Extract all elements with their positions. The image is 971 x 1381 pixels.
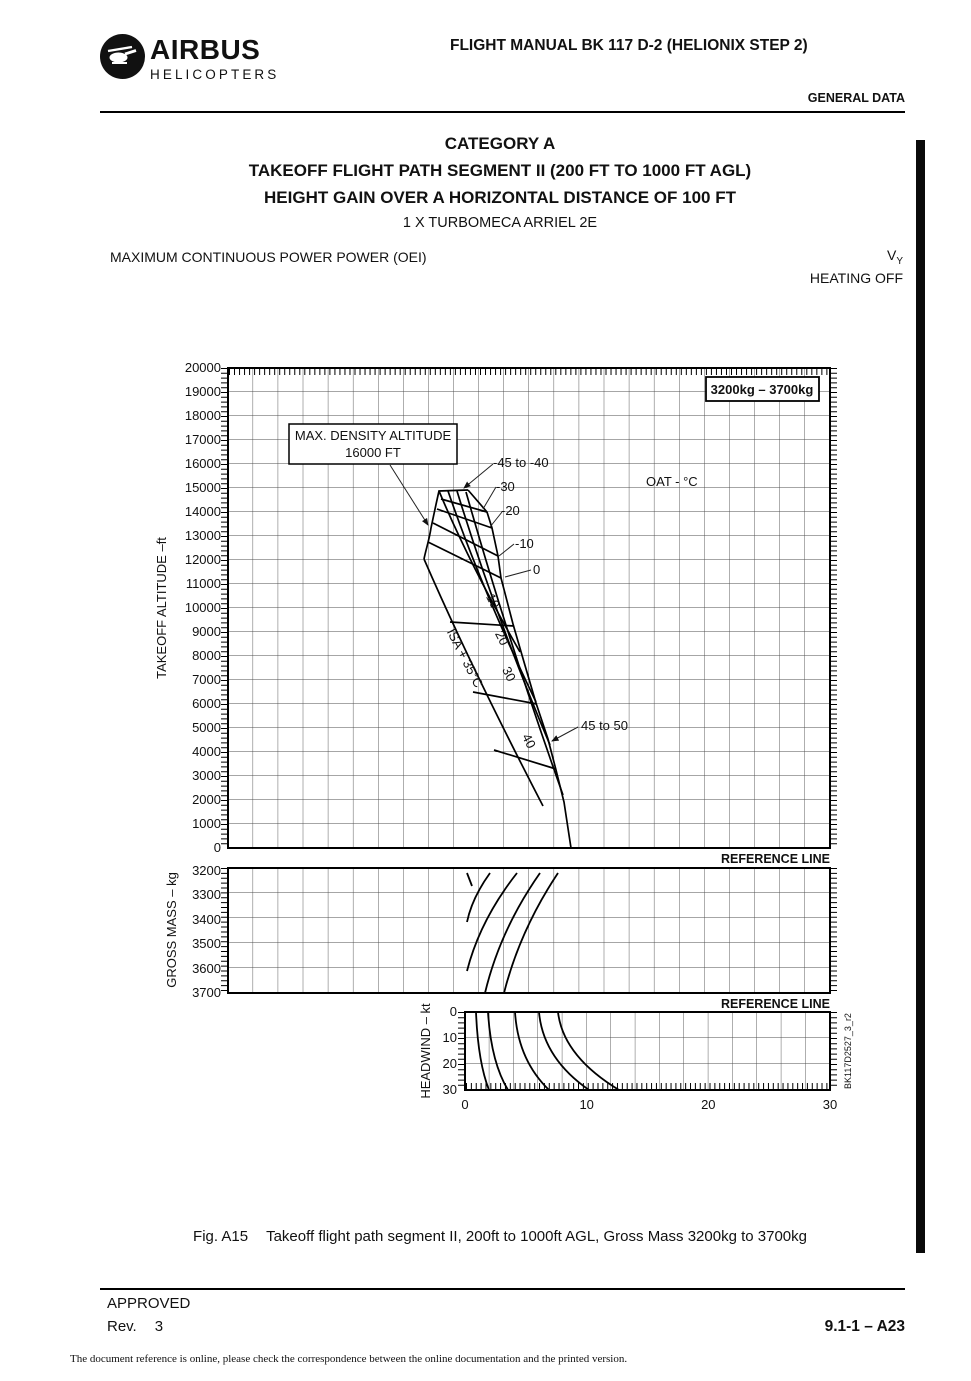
isa-line-label: ISA + 35°C (443, 625, 487, 690)
oat-label-minus20: -20 (501, 503, 520, 518)
ytick-label: 30 (442, 1082, 457, 1097)
reference-line-label-1: REFERENCE LINE (720, 852, 830, 866)
ytick-label: 16000 (184, 456, 221, 471)
title-category: CATEGORY A (444, 134, 556, 153)
revision-value: 3 (154, 1318, 164, 1335)
max-density-line2: 16000 FT (345, 445, 401, 460)
ytick-label: 19000 (184, 384, 221, 399)
xtick-label: 0 (461, 1097, 469, 1112)
nomograph-figure (95, 350, 905, 1135)
max-density-line1: MAX. DENSITY ALTITUDE (294, 428, 452, 443)
section-label: GENERAL DATA (807, 91, 905, 105)
oat-axis-label: OAT - °C (646, 474, 698, 489)
ytick-label: 11000 (185, 576, 221, 591)
ytick-label: 15000 (184, 480, 221, 495)
ytick-label: 3600 (192, 961, 221, 976)
ytick-label: 7000 (192, 672, 221, 687)
ytick-label: 9000 (192, 624, 221, 639)
headwind-panel (418, 1003, 853, 1112)
oat-label-hot-limit: 45 to 50 (581, 718, 628, 733)
ytick-label: 3400 (192, 912, 221, 927)
revision-row (107, 1318, 163, 1335)
oat-label-plus40: 40 (519, 731, 539, 751)
ytick-label: 0 (213, 840, 221, 855)
ytick-label: 5000 (192, 720, 221, 735)
page-reference: 9.1-1 – A23 (824, 1318, 905, 1335)
footer-rule (100, 1288, 905, 1290)
revision-change-bar (916, 140, 925, 1253)
oat-label-plus20: 20 (492, 628, 512, 648)
figure-caption (95, 1228, 905, 1245)
figure-code: BK117D2527_3_r2 (843, 1013, 853, 1089)
ytick-label: 20 (442, 1056, 457, 1071)
ytick-label: 4000 (192, 744, 221, 759)
altitude-axis-title: TAKEOFF ALTITUDE –ft (154, 537, 169, 679)
ytick-label: 3700 (192, 985, 221, 1000)
heating-label: HEATING OFF (809, 270, 903, 286)
airbus-logo (99, 33, 146, 85)
ytick-label: 0 (449, 1004, 457, 1019)
brand-subtitle: HELICOPTERS (150, 67, 280, 82)
ytick-label: 10000 (184, 600, 221, 615)
approved-label: APPROVED (107, 1295, 191, 1312)
ytick-label: 3000 (192, 768, 221, 783)
oat-label-plus30: 30 (499, 664, 519, 684)
brand-wordmark (150, 36, 279, 82)
gross-mass-axis-title: GROSS MASS – kg (164, 872, 179, 988)
ytick-label: 8000 (192, 648, 221, 663)
oat-label-minus30: -30 (496, 479, 515, 494)
ytick-label: 1000 (192, 816, 221, 831)
ytick-label: 2000 (192, 792, 221, 807)
title-segment: TAKEOFF FLIGHT PATH SEGMENT II (200 FT TO 1000 FT AGL) (248, 161, 752, 180)
vy-label (887, 247, 903, 267)
xtick-label: 30 (822, 1097, 838, 1112)
reference-line-label-2: REFERENCE LINE (720, 997, 830, 1011)
gross-mass-panel (164, 863, 834, 1011)
mass-range-callout (706, 377, 819, 401)
oat-label-zero: 0 (533, 562, 541, 577)
altitude-panel (154, 360, 834, 866)
oat-label-plus10: 10 (483, 591, 503, 611)
xtick-label: 20 (701, 1097, 716, 1112)
ytick-label: 13000 (184, 528, 221, 543)
figure-caption-text: Takeoff flight path segment II, 200ft to 1000ft AGL, Gross Mass 3200kg to 3700kg (266, 1228, 807, 1245)
ytick-label: 18000 (184, 408, 221, 423)
headwind-grid (465, 1012, 830, 1090)
ytick-label: 14000 (184, 504, 221, 519)
manual-title: FLIGHT MANUAL BK 117 D-2 (HELIONIX STEP 2) (450, 37, 808, 54)
headwind-axis-title: HEADWIND – kt (418, 1003, 433, 1099)
ytick-label: 3500 (192, 936, 221, 951)
figure-caption-number: Fig. A15 (193, 1228, 249, 1245)
engine-subtitle: 1 X TURBOMECA ARRIEL 2E (402, 215, 598, 231)
ytick-label: 3300 (192, 887, 221, 902)
ytick-label: 20000 (184, 360, 221, 375)
ytick-label: 10 (442, 1030, 457, 1045)
xtick-label: 10 (579, 1097, 594, 1112)
header-rule (100, 111, 905, 113)
brand-name: AIRBUS (150, 34, 261, 65)
ytick-label: 6000 (192, 696, 221, 711)
gross-mass-grid (228, 868, 830, 993)
power-condition: MAXIMUM CONTINUOUS POWER POWER (OEI) (110, 249, 427, 265)
title-height-gain: HEIGHT GAIN OVER A HORIZONTAL DISTANCE OF 100 FT (264, 188, 736, 207)
vy-subscript: Y (896, 255, 903, 267)
ytick-label: 12000 (184, 552, 221, 567)
revision-label: Rev. (107, 1318, 137, 1335)
ytick-label: 3200 (192, 863, 221, 878)
airbus-logo-icon (99, 33, 146, 80)
online-reference-note: The document reference is online, please check the correspondence between the online documentation and the printed version. (70, 1353, 628, 1365)
oat-label-minus10: -10 (515, 536, 534, 551)
mass-range-label: 3200kg – 3700kg (710, 382, 814, 397)
ytick-label: 17000 (184, 432, 221, 447)
oat-label-cold-limit: -45 to -40 (493, 455, 549, 470)
vy-symbol: V (886, 247, 897, 263)
